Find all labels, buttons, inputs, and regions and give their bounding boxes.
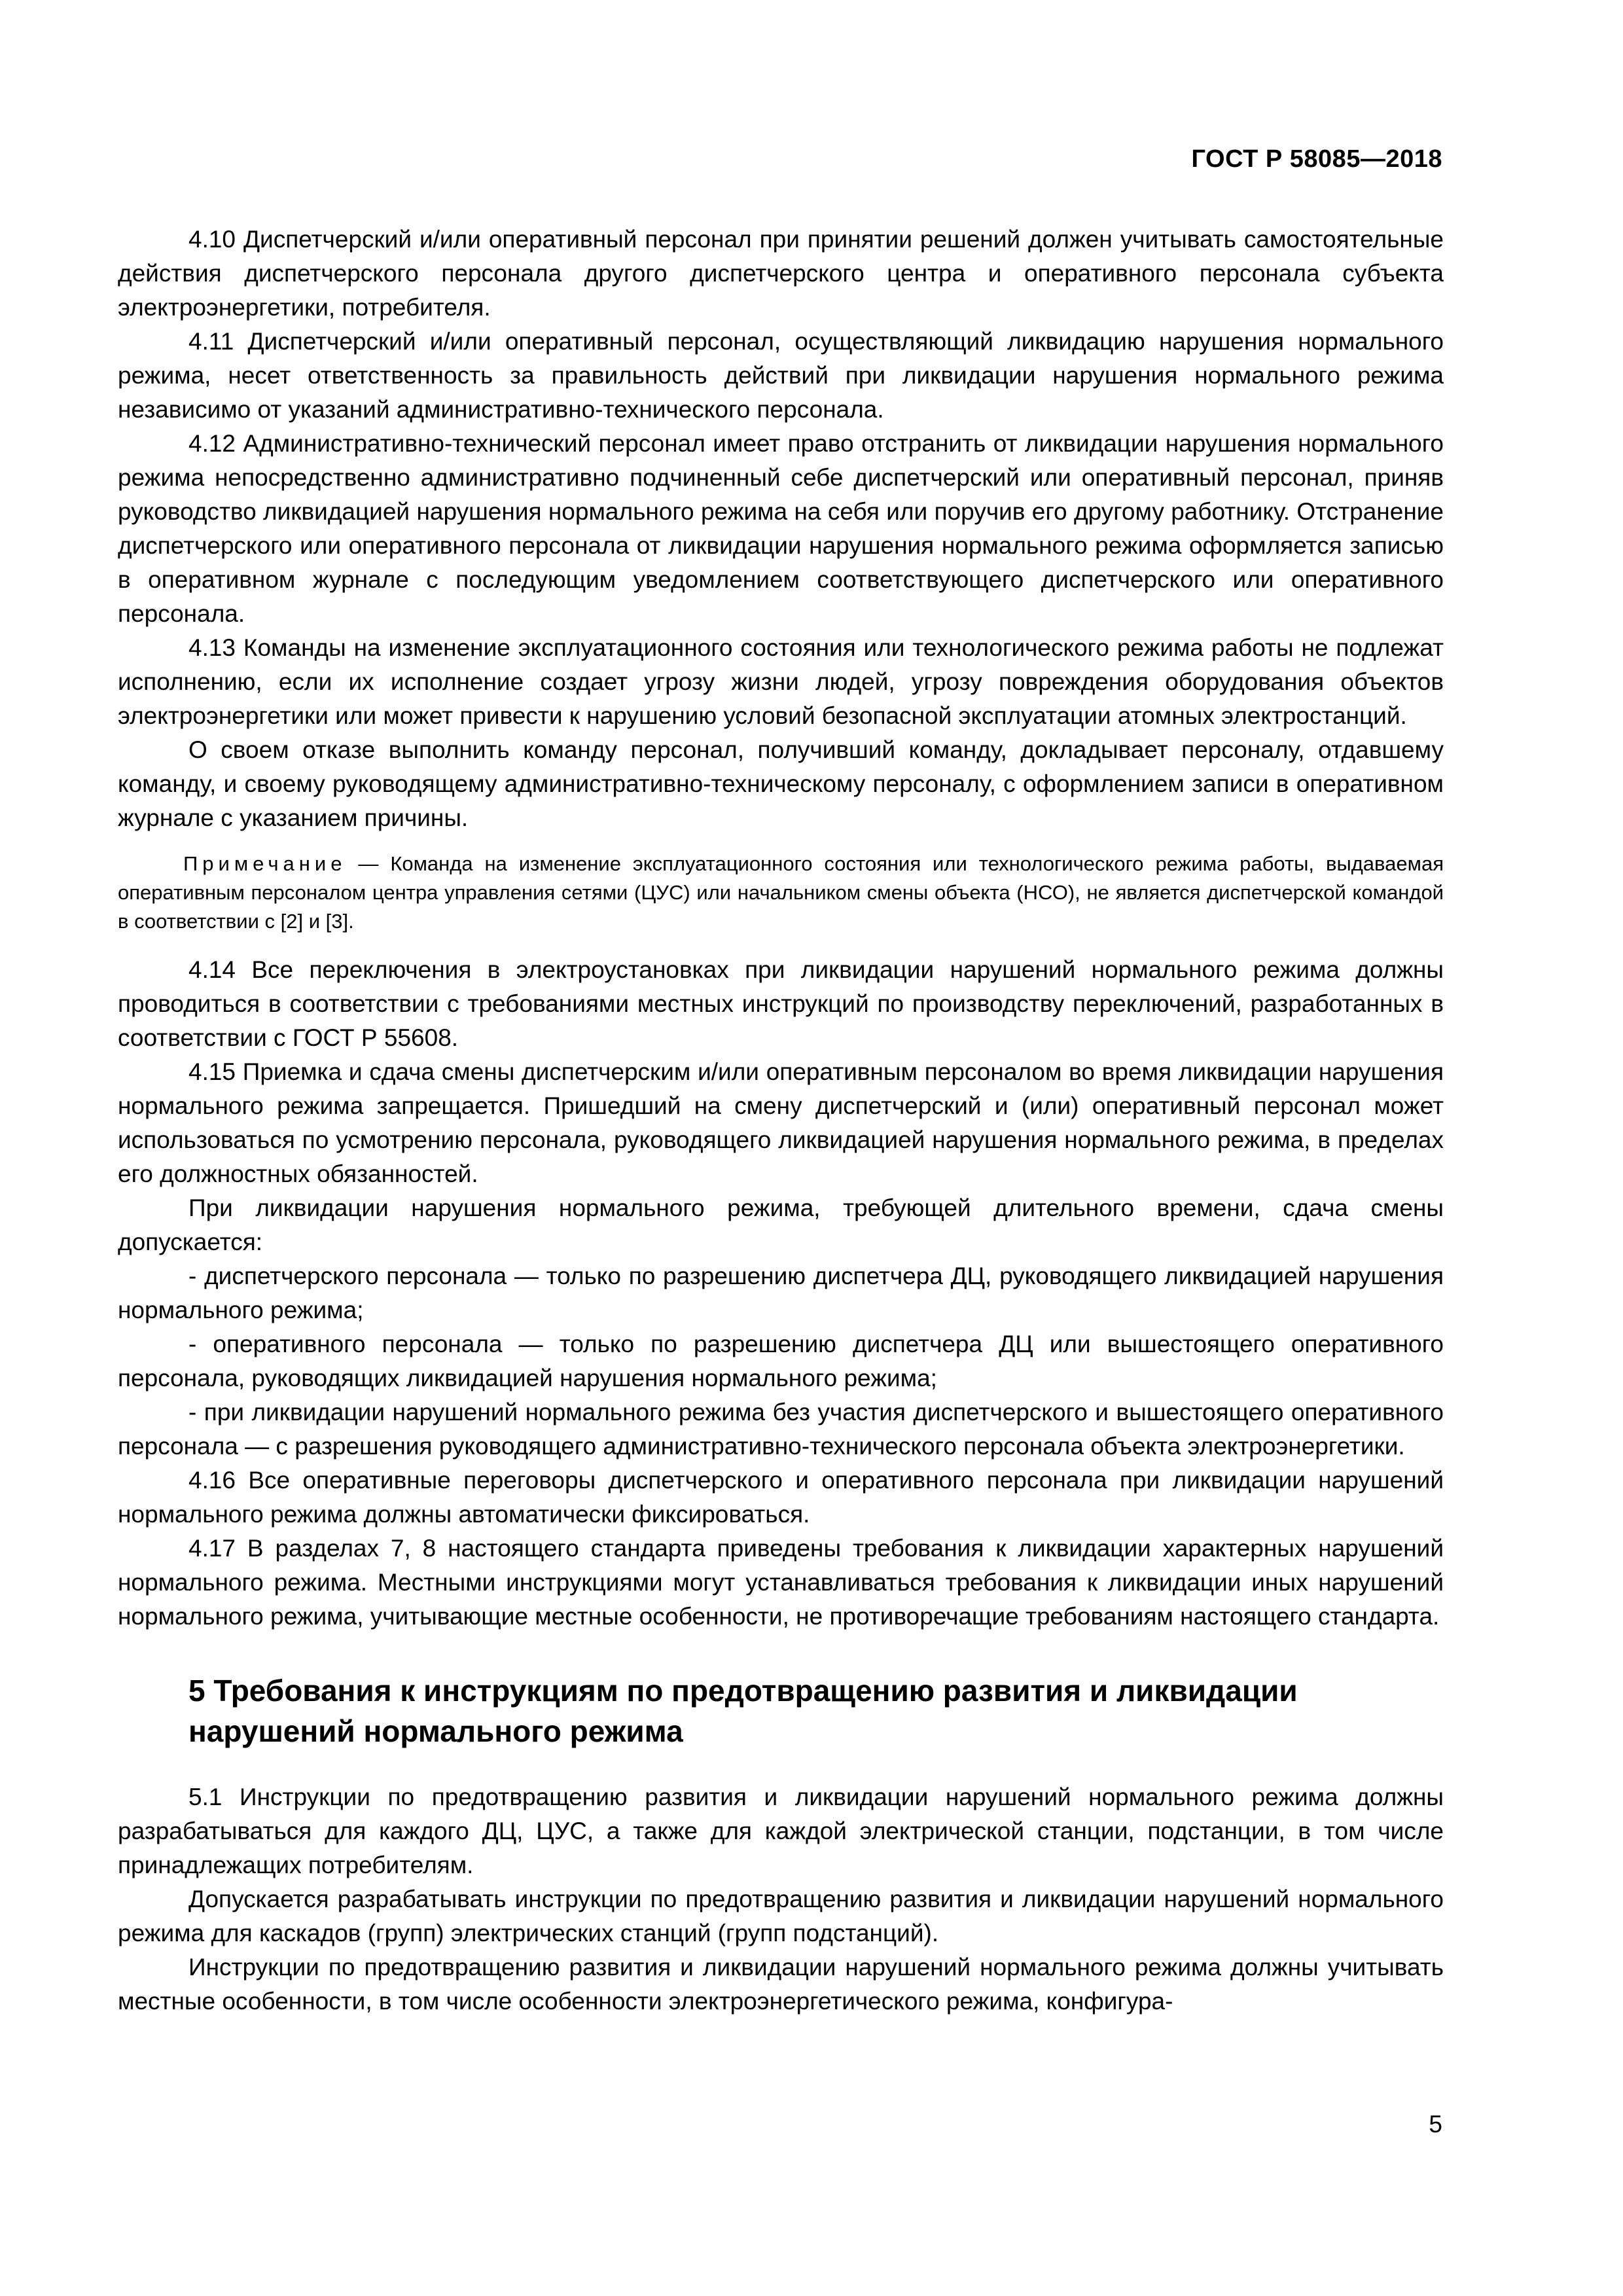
list-item: - диспетчерского персонала — только по разрешению диспетчера ДЦ, руководящего ликвидацией нарушения нормального режима;: [118, 1263, 1444, 1323]
list-item: - оперативного персонала — только по разрешению диспетчера ДЦ или вышестоящего оперативного персонала, руководящих ликвидацией нарушения нормального режима;: [118, 1331, 1444, 1391]
paragraph-5-1-cascades: Допускается разрабатывать инструкции по предотвращению развития и ликвидации нарушений нормального режима для каскадов (групп) электрических станций (групп подстанций).: [118, 1886, 1444, 1946]
paragraph-4-14: 4.14 Все переключения в электроустановках при ликвидации нарушений нормального режима должны проводиться в соответствии с требованиями местных инструкций по производству переключений, разработанных в соответствии с ГОСТ Р 55608.: [118, 956, 1444, 1051]
paragraph-4-10: 4.10 Диспетчерский и/или оперативный персонал при принятии решений должен учитывать самостоятельные действия диспетчерского персонала другого диспетчерского центра и оперативного персонала субъекта электроэнергетики, потребителя.: [118, 226, 1444, 321]
note-paragraph: [118, 850, 1444, 936]
section-5-heading: 5 Требования к инструкциям по предотвращению развития и ликвидации нарушений нормального режима: [188, 1674, 1298, 1748]
paragraph-4-11: 4.11 Диспетчерский и/или оперативный персонал, осуществляющий ликвидацию нарушения нормального режима, несет ответственность за правильность действий при ликвидации нарушения нормального режима независимо от указаний административно-технического персонала.: [118, 328, 1444, 423]
paragraph-4-13-refusal: О своем отказе выполнить команду персонал, получивший команду, докладывает персоналу, отдавшему команду, и своему руководящему административно-техническому персоналу, с оформлением записи в оперативном журнале с указанием причины.: [118, 736, 1444, 831]
paragraph-4-13: 4.13 Команды на изменение эксплуатационного состояния или технологического режима работы не подлежат исполнению, если их исполнение создает угрозу жизни людей, угрозу повреждения оборудования объектов электроэнергетики или может привести к нарушению условий безопасной эксплуатации атомных электростанций.: [118, 634, 1444, 729]
document-body: [118, 223, 1444, 2018]
paragraph-4-17: 4.17 В разделах 7, 8 настоящего стандарта приведены требования к ликвидации характерных нарушений нормального режима. Местными инструкциями могут устанавливаться требования к ликвидации иных нарушений нормального режима, учитывающие местные особенности, не противоречащие требованиям настоящего стандарта.: [118, 1535, 1444, 1630]
paragraph-4-16: 4.16 Все оперативные переговоры диспетчерского и оперативного персонала при ликвидации нарушений нормального режима должны автоматически фиксироваться.: [118, 1467, 1444, 1528]
paragraph-5-1-local: Инструкции по предотвращению развития и ликвидации нарушений нормального режима должны учитывать местные особенности, в том числе особенности электроэнергетического режима, конфигура-: [118, 1954, 1444, 2015]
paragraph-4-15: 4.15 Приемка и сдача смены диспетчерским и/или оперативным персоналом во время ликвидации нарушения нормального режима запрещается. Пришедший на смену диспетчерский и (или) оперативный персонал может использоваться по усмотрению персонала, руководящего ликвидацией нарушения нормального режима, в пределах его должностных обязанностей.: [118, 1058, 1444, 1187]
document-id-header: ГОСТ Р 58085—2018: [1191, 145, 1442, 173]
paragraph-4-15-shift: При ликвидации нарушения нормального режима, требующей длительного времени, сдача смены допускается:: [118, 1194, 1444, 1255]
paragraph-5-1: 5.1 Инструкции по предотвращению развития и ликвидации нарушений нормального режима должны разрабатываться для каждого ДЦ, ЦУС, а также для каждой электрической станции, подстанции, в том числе принадлежащих потребителям.: [118, 1784, 1444, 1878]
note-label: Примечание: [183, 852, 347, 875]
list-item: - при ликвидации нарушений нормального режима без участия диспетчерского и вышестоящего оперативного персонала — с разрешения руководящего административно-технического персонала объекта электроэнергетики.: [118, 1399, 1444, 1460]
page-number: 5: [1429, 2111, 1442, 2138]
paragraph-4-12: 4.12 Административно-технический персонал имеет право отстранить от ликвидации нарушения нормального режима непосредственно административно подчиненный себе диспетчерский или оперативный персонал, приняв руководство ликвидацией нарушения нормального режима на себя или поручив его другому работнику. Отстранение диспетчерского или оперативного персонала от ликвидации нарушения нормального режима оформляется записью в оперативном журнале с последующим уведомлением соответствующего диспетчерского или оперативного персонала.: [118, 430, 1444, 627]
note-text: — Команда на изменение эксплуатационного состояния или технологического режима работы, выдаваемая оперативным персоналом центра управления сетями (ЦУС) или начальником смены объекта (НСО), не является диспетчерской командой в соответствии с [2] и [3].: [118, 852, 1444, 933]
